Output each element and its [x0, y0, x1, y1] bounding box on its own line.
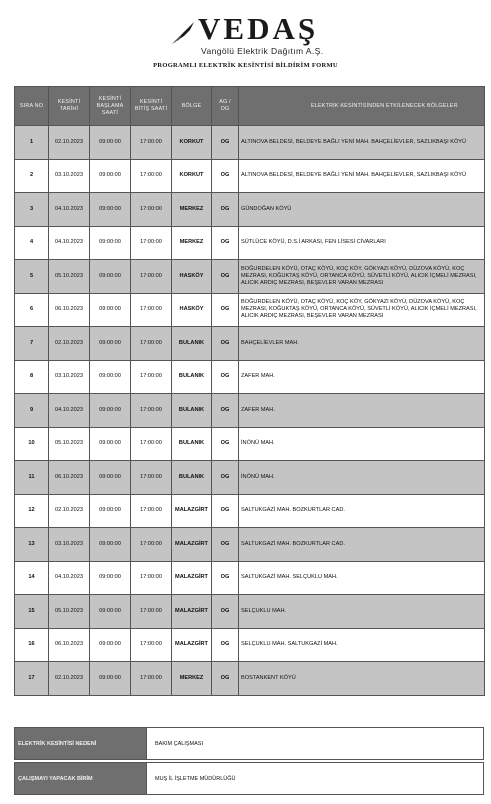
table-row — [15, 461, 485, 495]
column-header: AG / OG — [212, 87, 239, 126]
end-time-cell: 17:00:00 — [131, 159, 172, 193]
column-header: KESİNTİ BİTİŞ SAATİ — [131, 87, 172, 126]
date-cell: 04.10.2023 — [49, 394, 90, 428]
responsible-unit-row — [14, 762, 484, 795]
row-number-cell: 13 — [15, 528, 49, 562]
end-time-cell: 17:00:00 — [131, 427, 172, 461]
region-cell: MERKEZ — [172, 193, 212, 227]
region-cell: MALAZGİRT — [172, 628, 212, 662]
column-header: BÖLGE — [172, 87, 212, 126]
table-row — [15, 226, 485, 260]
row-number-cell: 16 — [15, 628, 49, 662]
region-cell: MALAZGİRT — [172, 561, 212, 595]
end-time-cell: 17:00:00 — [131, 461, 172, 495]
row-number-cell: 3 — [15, 193, 49, 227]
date-cell: 06.10.2023 — [49, 461, 90, 495]
region-cell: KORKUT — [172, 159, 212, 193]
row-number-cell: 11 — [15, 461, 49, 495]
outage-reason-value: BAKIM ÇALIŞMASI — [146, 728, 483, 759]
end-time-cell: 17:00:00 — [131, 327, 172, 361]
region-cell: BULANIK — [172, 394, 212, 428]
start-time-cell: 09:00:00 — [90, 427, 131, 461]
row-number-cell: 6 — [15, 293, 49, 327]
affected-areas-cell: SALTUKGAZİ MAH. BOZKURTLAR CAD. — [239, 528, 485, 562]
end-time-cell: 17:00:00 — [131, 193, 172, 227]
start-time-cell: 09:00:00 — [90, 193, 131, 227]
start-time-cell: 09:00:00 — [90, 360, 131, 394]
voltage-level-cell: OG — [212, 360, 239, 394]
region-cell: BULANIK — [172, 461, 212, 495]
table-row — [15, 360, 485, 394]
table-row — [15, 394, 485, 428]
voltage-level-cell: OG — [212, 293, 239, 327]
affected-areas-cell: SELÇUKLU MAH. SALTUKGAZİ MAH. — [239, 628, 485, 662]
row-number-cell: 12 — [15, 494, 49, 528]
end-time-cell: 17:00:00 — [131, 662, 172, 696]
date-cell: 02.10.2023 — [49, 494, 90, 528]
row-number-cell: 9 — [15, 394, 49, 428]
region-cell: KORKUT — [172, 126, 212, 160]
affected-areas-cell: SÜTLÜCE KÖYÜ, D.S.İ ARKASI, FEN LİSESİ CİVARLARI — [239, 226, 485, 260]
affected-areas-cell: BOĞURDELEN KÖYÜ, OTAÇ KÖYÜ, KOÇ KÖY, GÖKYAZI KÖYÜ, DÜZOVA KÖYÜ, KOÇ MEZRASI, KOĞUKTAŞ KÖYÜ, ORTANCA KÖYÜ, SÜVETLİ KÖYÜ, ALICIK İÇMELİ MEZRASI, ALICIK ARDIÇ MEZRASI, BEŞEVLER VARAN MEZRASI — [239, 293, 485, 327]
start-time-cell: 09:00:00 — [90, 461, 131, 495]
voltage-level-cell: OG — [212, 394, 239, 428]
responsible-unit-value: MUŞ İL İŞLETME MÜDÜRLÜĞÜ — [146, 763, 483, 794]
row-number-cell: 17 — [15, 662, 49, 696]
company-logo-text: VEDAŞ — [198, 11, 319, 46]
column-header: ELEKTRİK KESİNTİSİNDEN ETKİLENECEK BÖLGELER — [239, 87, 485, 126]
company-subtitle: Vangölü Elektrik Dağıtım A.Ş. — [201, 46, 324, 56]
region-cell: MALAZGİRT — [172, 595, 212, 629]
date-cell: 02.10.2023 — [49, 327, 90, 361]
start-time-cell: 09:00:00 — [90, 528, 131, 562]
outage-reason-row — [14, 727, 484, 760]
row-number-cell: 2 — [15, 159, 49, 193]
region-cell: BULANIK — [172, 360, 212, 394]
end-time-cell: 17:00:00 — [131, 260, 172, 294]
responsible-unit-label: ÇALIŞMAYI YAPACAK BİRİM — [15, 763, 146, 794]
row-number-cell: 4 — [15, 226, 49, 260]
start-time-cell: 09:00:00 — [90, 561, 131, 595]
affected-areas-cell: İNÖNÜ MAH. — [239, 461, 485, 495]
date-cell: 04.10.2023 — [49, 561, 90, 595]
region-cell: MERKEZ — [172, 226, 212, 260]
affected-areas-cell: SALTUKGAZİ MAH. SELÇUKLU MAH. — [239, 561, 485, 595]
voltage-level-cell: OG — [212, 159, 239, 193]
start-time-cell: 09:00:00 — [90, 159, 131, 193]
lightning-logo-icon — [170, 20, 196, 46]
end-time-cell: 17:00:00 — [131, 561, 172, 595]
date-cell: 05.10.2023 — [49, 427, 90, 461]
table-row — [15, 561, 485, 595]
start-time-cell: 09:00:00 — [90, 628, 131, 662]
voltage-level-cell: OG — [212, 260, 239, 294]
outage-reason-label: ELEKTRİK KESİNTİSİ NEDENİ — [15, 728, 146, 759]
voltage-level-cell: OG — [212, 226, 239, 260]
row-number-cell: 7 — [15, 327, 49, 361]
date-cell: 05.10.2023 — [49, 595, 90, 629]
affected-areas-cell: GÜNDOĞAN KÖYÜ — [239, 193, 485, 227]
affected-areas-cell: İNÖNÜ MAH. — [239, 427, 485, 461]
start-time-cell: 09:00:00 — [90, 327, 131, 361]
start-time-cell: 09:00:00 — [90, 226, 131, 260]
start-time-cell: 09:00:00 — [90, 595, 131, 629]
voltage-level-cell: OG — [212, 126, 239, 160]
row-number-cell: 10 — [15, 427, 49, 461]
end-time-cell: 17:00:00 — [131, 293, 172, 327]
table-row — [15, 427, 485, 461]
voltage-level-cell: OG — [212, 193, 239, 227]
form-title: PROGRAMLI ELEKTRİK KESİNTİSİ BİLDİRİM FORMU — [153, 62, 338, 69]
affected-areas-cell: BOSTANKENT KÖYÜ — [239, 662, 485, 696]
affected-areas-cell: BAHÇELİEVLER MAH. — [239, 327, 485, 361]
table-row — [15, 595, 485, 629]
affected-areas-cell: SELÇUKLU MAH. — [239, 595, 485, 629]
outage-table — [14, 86, 485, 696]
start-time-cell: 09:00:00 — [90, 126, 131, 160]
end-time-cell: 17:00:00 — [131, 126, 172, 160]
table-row — [15, 260, 485, 294]
column-header: SIRA NO — [15, 87, 49, 126]
date-cell: 03.10.2023 — [49, 528, 90, 562]
region-cell: MERKEZ — [172, 662, 212, 696]
date-cell: 06.10.2023 — [49, 628, 90, 662]
table-row — [15, 159, 485, 193]
affected-areas-cell: ALTINOVA BELDESİ, BELDEYE BAĞLI YENİ MAH. BAHÇELİEVLER, SAZLIKBAŞI KÖYÜ — [239, 126, 485, 160]
voltage-level-cell: OG — [212, 461, 239, 495]
affected-areas-cell: ALTINOVA BELDESİ, BELDEYE BAĞLI YENİ MAH. BAHÇELİEVLER, SAZLIKBAŞI KÖYÜ — [239, 159, 485, 193]
voltage-level-cell: OG — [212, 628, 239, 662]
row-number-cell: 15 — [15, 595, 49, 629]
row-number-cell: 14 — [15, 561, 49, 595]
table-row — [15, 628, 485, 662]
region-cell: HASKÖY — [172, 260, 212, 294]
start-time-cell: 09:00:00 — [90, 260, 131, 294]
affected-areas-cell: BOĞURDELEN KÖYÜ, OTAÇ KÖYÜ, KOÇ KÖY, GÖKYAZI KÖYÜ, DÜZOVA KÖYÜ, KOÇ MEZRASI, KOĞUKTAŞ KÖYÜ, ORTANCA KÖYÜ, SÜVETLİ KÖYÜ, ALICIK İÇMELİ MEZRASI, ALICIK ARDIÇ MEZRASI, BEŞEVLER VARAN MEZRASI — [239, 260, 485, 294]
end-time-cell: 17:00:00 — [131, 394, 172, 428]
table-row — [15, 126, 485, 160]
date-cell: 06.10.2023 — [49, 293, 90, 327]
row-number-cell: 1 — [15, 126, 49, 160]
row-number-cell: 5 — [15, 260, 49, 294]
column-header: KESİNTİ BAŞLAMA SAATİ — [90, 87, 131, 126]
document-header — [0, 0, 491, 84]
voltage-level-cell: OG — [212, 528, 239, 562]
end-time-cell: 17:00:00 — [131, 595, 172, 629]
date-cell: 03.10.2023 — [49, 360, 90, 394]
voltage-level-cell: OG — [212, 561, 239, 595]
date-cell: 04.10.2023 — [49, 226, 90, 260]
end-time-cell: 17:00:00 — [131, 360, 172, 394]
table-header-row — [15, 87, 485, 126]
region-cell: BULANIK — [172, 327, 212, 361]
table-row — [15, 293, 485, 327]
table-row — [15, 528, 485, 562]
start-time-cell: 09:00:00 — [90, 293, 131, 327]
end-time-cell: 17:00:00 — [131, 494, 172, 528]
voltage-level-cell: OG — [212, 494, 239, 528]
table-row — [15, 327, 485, 361]
end-time-cell: 17:00:00 — [131, 628, 172, 662]
region-cell: MALAZGİRT — [172, 494, 212, 528]
start-time-cell: 09:00:00 — [90, 662, 131, 696]
table-row — [15, 494, 485, 528]
start-time-cell: 09:00:00 — [90, 394, 131, 428]
table-row — [15, 662, 485, 696]
voltage-level-cell: OG — [212, 662, 239, 696]
voltage-level-cell: OG — [212, 427, 239, 461]
voltage-level-cell: OG — [212, 327, 239, 361]
affected-areas-cell: ZAFER MAH. — [239, 394, 485, 428]
date-cell: 02.10.2023 — [49, 126, 90, 160]
date-cell: 05.10.2023 — [49, 260, 90, 294]
row-number-cell: 8 — [15, 360, 49, 394]
affected-areas-cell: ZAFER MAH. — [239, 360, 485, 394]
date-cell: 02.10.2023 — [49, 662, 90, 696]
table-row — [15, 193, 485, 227]
region-cell: HASKÖY — [172, 293, 212, 327]
region-cell: BULANIK — [172, 427, 212, 461]
date-cell: 04.10.2023 — [49, 193, 90, 227]
column-header: KESİNTİ TARİHİ — [49, 87, 90, 126]
date-cell: 03.10.2023 — [49, 159, 90, 193]
region-cell: MALAZGİRT — [172, 528, 212, 562]
affected-areas-cell: SALTUKGAZİ MAH. BOZKURTLAR CAD. — [239, 494, 485, 528]
start-time-cell: 09:00:00 — [90, 494, 131, 528]
end-time-cell: 17:00:00 — [131, 226, 172, 260]
end-time-cell: 17:00:00 — [131, 528, 172, 562]
voltage-level-cell: OG — [212, 595, 239, 629]
